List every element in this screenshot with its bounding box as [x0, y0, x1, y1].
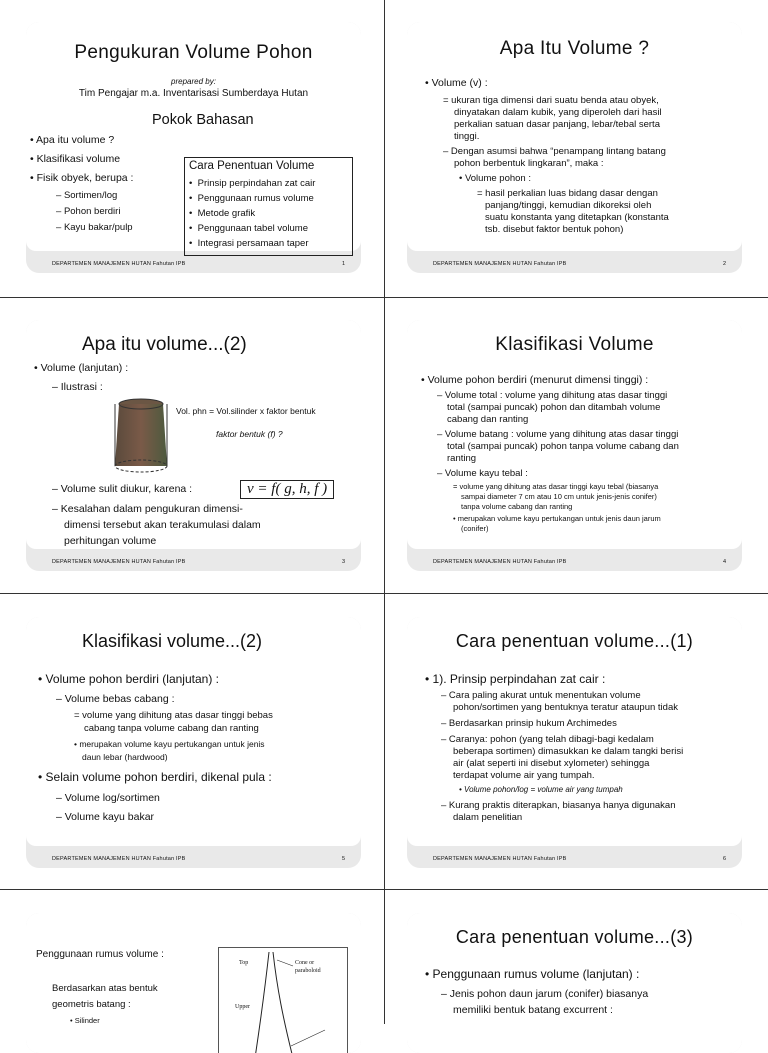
slide-5	[26, 617, 361, 868]
diagram-label-paraboloid: paraboloid	[295, 968, 321, 974]
text-line: – Cara paling akurat untuk menentukan volume	[441, 690, 641, 701]
text-line: = hasil perkalian luas bidang dasar dengan	[477, 188, 658, 199]
text-line: – Volume total : volume yang dihitung atas dasar tinggi	[437, 390, 668, 401]
text-line: – Kurang praktis diterapkan, biasanya hanya digunakan	[441, 800, 676, 811]
method-box	[184, 157, 353, 256]
text-line: = volume yang dihitung atas dasar tinggi kayu tebal (biasanya	[453, 482, 659, 491]
slide-2	[407, 22, 742, 273]
slide-footer: DEPARTEMEN MANAJEMEN HUTAN Fahutan IPB	[52, 856, 186, 862]
slide-title: Klasifikasi Volume	[495, 334, 654, 355]
slide-title: Pengukuran Volume Pohon	[74, 42, 313, 63]
bullet-standing-volume: • Volume pohon berdiri (lanjutan) :	[38, 672, 219, 686]
text-line: beberapa sortimen) dimasukkan ke dalam tangki berisi	[453, 746, 684, 757]
bullet-3: • Fisik obyek, berupa :	[30, 172, 134, 184]
text-line: panjang/tinggi, kemudian dikoreksi oleh	[485, 200, 652, 211]
text-line: perhitungan volume	[64, 535, 157, 547]
slide-title: Apa itu volume...(2)	[82, 334, 247, 355]
text-line: air (alat seperti ini disebut xylometer) sehingga	[453, 758, 650, 769]
volume-formula: v = f( g, h, f )	[240, 480, 334, 499]
slide-8	[407, 913, 742, 1053]
sub-3: – Kayu bakar/pulp	[56, 222, 133, 233]
prepared-by: prepared by:	[171, 77, 216, 86]
text-line: – Volume kayu tebal :	[437, 468, 528, 479]
subtitle: Pokok Bahasan	[152, 112, 254, 128]
page-number: 6	[722, 856, 726, 862]
page-number: 4	[722, 559, 726, 565]
diagram-label-cone: Cone or	[295, 960, 315, 966]
text-line: – Volume log/sortimen	[56, 792, 160, 804]
bullet-1: • Apa itu volume ?	[30, 134, 115, 146]
form-factor-question: faktor bentuk (f) ?	[216, 429, 283, 439]
text-line: memiliki bentuk batang excurrent :	[453, 1004, 613, 1016]
text-line: – Volume kayu bakar	[56, 811, 155, 823]
text-line: perkalian satuan dasar panjang, lebar/tebal serta	[454, 119, 660, 130]
text-line: cabang tanpa volume cabang dan ranting	[84, 723, 259, 734]
page-number: 3	[341, 559, 345, 565]
text-line: – Berdasarkan prinsip hukum Archimedes	[441, 718, 617, 729]
text-line: – Volume sulit diukur, karena :	[52, 483, 193, 495]
text-line: = volume yang dihitung atas dasar tinggi bebas	[74, 710, 273, 721]
text-line: Penggunaan rumus volume :	[36, 949, 164, 960]
box-item: • Metode grafik	[189, 208, 256, 219]
box-item: • Prinsip perpindahan zat cair	[189, 178, 316, 189]
tree-cylinder-illustration	[110, 396, 172, 474]
sub-2: – Pohon berdiri	[56, 206, 121, 217]
text-line: tinggi.	[454, 131, 480, 142]
page-number: 5	[341, 856, 345, 862]
slide-title: Cara penentuan volume...(1)	[455, 631, 694, 651]
text-line: – Volume batang : volume yang dihitung atas dasar tinggi	[437, 429, 679, 440]
slide-title: Cara penentuan volume...(3)	[455, 927, 694, 947]
page-number: 1	[341, 261, 345, 267]
page-number: 2	[722, 261, 726, 267]
text-line: suatu konstanta yang ditetapkan (konstanta	[485, 212, 669, 223]
text-line: – Kesalahan dalam pengukuran dimensi-	[52, 503, 243, 515]
text-line: ranting	[447, 453, 477, 464]
slide-7	[26, 913, 361, 1053]
text-line: (conifer)	[461, 524, 489, 533]
text-line: Berdasarkan atas bentuk	[52, 983, 158, 994]
text-line: pohon/sortimen yang bentuknya teratur ataupun tidak	[453, 702, 678, 713]
box-item: • Penggunaan rumus volume	[189, 193, 314, 204]
text-line: • Volume pohon/log = volume air yang tumpah	[459, 785, 623, 794]
authors: Tim Pengajar m.a. Inventarisasi Sumberdaya Hutan	[78, 88, 309, 99]
slide-6	[407, 617, 742, 868]
slide-title: Klasifikasi volume...(2)	[82, 631, 263, 651]
text-line: dimensi tersebut akan terakumulasi dalam	[64, 519, 261, 531]
text-line: tanpa volume cabang dan ranting	[461, 502, 573, 511]
text-line: – Ilustrasi :	[52, 381, 103, 393]
slide-footer: DEPARTEMEN MANAJEMEN HUTAN Fahutan IPB	[433, 261, 567, 267]
text-line: total (sampai puncak) pohon tanpa volume cabang dan	[447, 441, 679, 452]
text-line: geometris batang :	[52, 999, 131, 1010]
text-line: dalam penelitian	[453, 812, 523, 823]
bullet-2: • Klasifikasi volume	[30, 153, 121, 165]
slide-footer: DEPARTEMEN MANAJEMEN HUTAN Fahutan IPB	[52, 261, 186, 267]
box-item: • Penggunaan tabel volume	[189, 223, 309, 234]
text-line: tsb. disebut faktor bentuk pohon)	[485, 224, 624, 235]
bullet-volume: • Volume (lanjutan) :	[34, 362, 129, 374]
box-item: • Integrasi persamaan taper	[189, 238, 309, 249]
text-line: pohon berbentuk lingkaran”, maka :	[454, 158, 604, 169]
slide-4	[407, 320, 742, 571]
stem-form-diagram	[218, 947, 348, 1053]
text-line: • merupakan volume kayu pertukangan untuk jenis	[74, 739, 265, 749]
text-line: – Jenis pohon daun jarum (conifer) biasanya	[441, 988, 649, 1000]
text-line: – Caranya: pohon (yang telah dibagi-bagi kedalam	[441, 734, 654, 745]
slide-1	[26, 22, 361, 273]
slide-footer: DEPARTEMEN MANAJEMEN HUTAN Fahutan IPB	[433, 856, 567, 862]
text-line: – Dengan asumsi bahwa “penampang lintang batang	[443, 146, 666, 157]
bullet-volume: • Volume (v) :	[425, 77, 488, 89]
text-line: daun lebar (hardwood)	[82, 752, 168, 762]
text-line: sampai diameter 7 cm atau 10 cm untuk jenis-jenis conifer)	[461, 492, 657, 501]
text-line: terdapat volume air yang tumpah.	[453, 770, 595, 781]
text-line: cabang dan ranting	[447, 414, 529, 425]
text-line: • Volume pohon :	[459, 173, 531, 184]
bullet-other-volume: • Selain volume pohon berdiri, dikenal pula :	[38, 770, 272, 784]
slide-3	[26, 320, 361, 571]
slide-footer: DEPARTEMEN MANAJEMEN HUTAN Fahutan IPB	[433, 559, 567, 565]
sub-1: – Sortimen/log	[56, 190, 118, 201]
bullet-standing-volume: • Volume pohon berdiri (menurut dimensi tinggi) :	[421, 374, 649, 386]
bullet-formula: • Penggunaan rumus volume (lanjutan) :	[425, 967, 640, 981]
text-line: dinyatakan dalam kubik, yang diperoleh dari hasil	[454, 107, 662, 118]
text-line: – Volume bebas cabang :	[56, 693, 175, 705]
box-title: Cara Penentuan Volume	[189, 160, 315, 172]
text-line: • merupakan volume kayu pertukangan untuk jenis daun jarum	[453, 514, 661, 523]
diagram-label-top: Top	[239, 960, 249, 966]
volume-equation: Vol. phn = Vol.silinder x faktor bentuk	[176, 406, 316, 416]
text-line: total (sampai puncak) pohon dan ditambah volume	[447, 402, 661, 413]
text-line: = ukuran tiga dimensi dari suatu benda atau obyek,	[443, 95, 659, 106]
slide-title: Apa Itu Volume ?	[499, 38, 650, 59]
diagram-label-upper: Upper	[235, 1004, 250, 1010]
bullet-displacement: • 1). Prinsip perpindahan zat cair :	[425, 672, 606, 686]
text-line: • Silinder	[70, 1016, 100, 1025]
slide-footer: DEPARTEMEN MANAJEMEN HUTAN Fahutan IPB	[52, 559, 186, 565]
